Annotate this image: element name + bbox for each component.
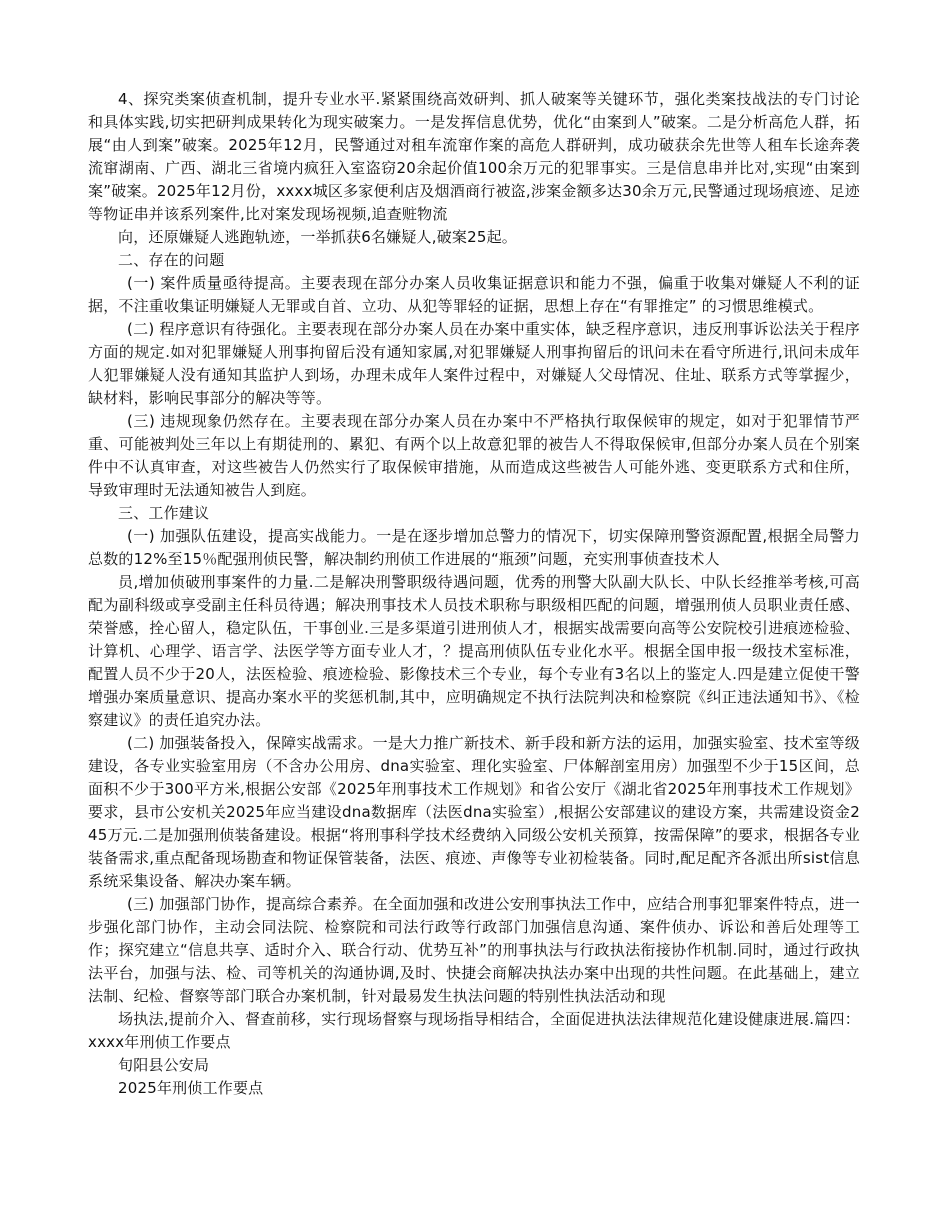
paragraph-case-mechanism: 4、探究类案侦查机制，提升专业水平.紧紧围绕高效研判、抓人破案等关键环节，强化类案技战法的专门讨论和具体实践,切实把研判成果转化为现实破案力。一是发挥信息优势，优化“由案到人”破案。二是分析高危人群，拓展“由人到案”破案。2025年12月，民警通过对租车流窜作案的高危人群研判，成功破获余先世等人租车长途奔袭流窜湖南、广西、湖北三省境内疯狂入室盗窃20余起价值100余万元的犯罪事实。三是信息串并比对,实现“由案到案”破案。2025年12月份，xxxx城区多家便利店及烟酒商行被盗,涉案金额多达30余万元,民警通过现场痕迹、足迹等物证串并该系列案件,比对案发现场视频,追查赃物流	[88, 90, 860, 223]
document-body	[88, 88, 860, 1100]
paragraph-case-mechanism-continued: 向，还原嫌疑人逃跑轨迹，一举抓获6名嫌疑人,破案25起。	[118, 228, 518, 246]
section-title: 2025年刑侦工作要点	[118, 1079, 264, 1097]
paragraph-procedure-awareness: (二) 程序意识有待强化。主要表现在部分办案人员在办案中重实体，缺乏程序意识，违反刑事诉讼法关于程序方面的规定.如对犯罪嫌疑人刑事拘留后没有通知家属,对犯罪嫌疑人刑事拘留后的讯问未在看守所进行,讯问未成年人犯罪嫌疑人没有通知其监护人到场，办理未成年人案件过程中，对嫌疑人父母情况、住址、联系方式等掌握少，缺材料，影响民事部分的解决等等。	[88, 320, 860, 407]
paragraph-equipment-investment: (二) 加强装备投入，保障实战需求。一是大力推广新技术、新手段和新方法的运用，加强实验室、技术室等级建设，各专业实验室用房（不含办公用房、dna实验室、理化实验室、尸体解剖室用房）加强型不少于15区间，总面积不少于300平方米,根据公安部《2025年刑事技术工作规划》和省公安厅《湖北省2025年刑事技术工作规划》要求，县市公安机关2025年应当建设dna数据库（法医dna实验室）,根据公安部建议的建设方案，共需建设资金245万元.二是加强刑侦装备建设。根据“将刑事科学技术经费纳入同级公安机关预算，按需保障”的要求，根据各专业装备需求,重点配备现场勘查和物证保管装备，法医、痕迹、声像等专业初检装备。同时,配足配齐各派出所sist信息系统采集设备、解决办案车辆。	[88, 734, 860, 890]
paragraph-department-collaboration-continued: 场执法,提前介入、督查前移，实行现场督察与现场指导相结合，全面促进执法法律规范化建设健康进展.篇四：xxxx年刑侦工作要点	[88, 1010, 860, 1051]
paragraph-team-building-continued: 员,增加侦破刑事案件的力量.二是解决刑警职级待遇问题，优秀的刑警大队副大队长、中队长经推举考核,可高配为副科级或享受副主任科员待遇；解决刑事技术人员技术职称与职级相匹配的问题，增强刑侦人员职业责任感、荣誉感，拴心留人，稳定队伍，干事创业.三是多渠道引进刑侦人才，根据实战需要向高等公安院校引进痕迹检验、计算机、心理学、语言学、法医学等方面专业人才，？提高刑侦队伍专业化水平。根据全国申报一级技术室标准，配置人员不少于20人，法医检验、痕迹检验、影像技术三个专业，每个专业有3名以上的鉴定人.四是建立促使干警增强办案质量意识、提高办案水平的奖惩机制,其中，应明确规定不执行法院判决和检察院《纠正违法通知书》、《检察建议》的责任追究办法。	[88, 573, 860, 729]
paragraph-department-collaboration: (三) 加强部门协作，提高综合素养。在全面加强和改进公安刑事执法工作中，应结合刑事犯罪案件特点，进一步强化部门协作，主动会同法院、检察院和司法行政等行政部门加强信息沟通、案件侦办、诉讼和善后处理等工作；探究建立“信息共享、适时介入、联合行动、优势互补”的刑事执法与行政执法衔接协作机制.同时，通过行政执法平台，加强与法、检、司等机关的沟通协调,及时、快捷会商解决执法办案中出现的共性问题。在此基础上，建立法制、纪检、督察等部门联合办案机制，针对最易发生执法问题的特别性执法活动和现	[88, 895, 860, 1005]
paragraph-team-building: (一) 加强队伍建设，提高实战能力。一是在逐步增加总警力的情况下，切实保障刑警资源配置,根据全局警力总数的12%至15％配强刑侦民警，解决制约刑侦工作进展的“瓶颈”问题，充实刑事侦查技术人	[88, 527, 860, 568]
heading-existing-problems: 二、存在的问题	[118, 251, 225, 269]
paragraph-violations: (三) 违规现象仍然存在。主要表现在部分办案人员在办案中不严格执行取保候审的规定，如对于犯罪情节严重、可能被判处三年以上有期徒刑的、累犯、有两个以上故意犯罪的被告人不得取保候审,但部分办案人员在个别案件中不认真审查，对这些被告人仍然实行了取保候审措施，从而造成这些被告人可能外逃、变更联系方式和住所，导致审理时无法通知被告人到庭。	[88, 412, 860, 499]
paragraph-case-quality: (一) 案件质量亟待提高。主要表现在部分办案人员收集证据意识和能力不强，偏重于收集对嫌疑人不利的证据，不注重收集证明嫌疑人无罪或自首、立功、从犯等罪轻的证据，思想上存在“有罪推定” 的习惯思维模式。	[88, 274, 860, 315]
heading-work-suggestions: 三、工作建议	[118, 504, 210, 522]
bureau-name: 旬阳县公安局	[118, 1056, 210, 1074]
